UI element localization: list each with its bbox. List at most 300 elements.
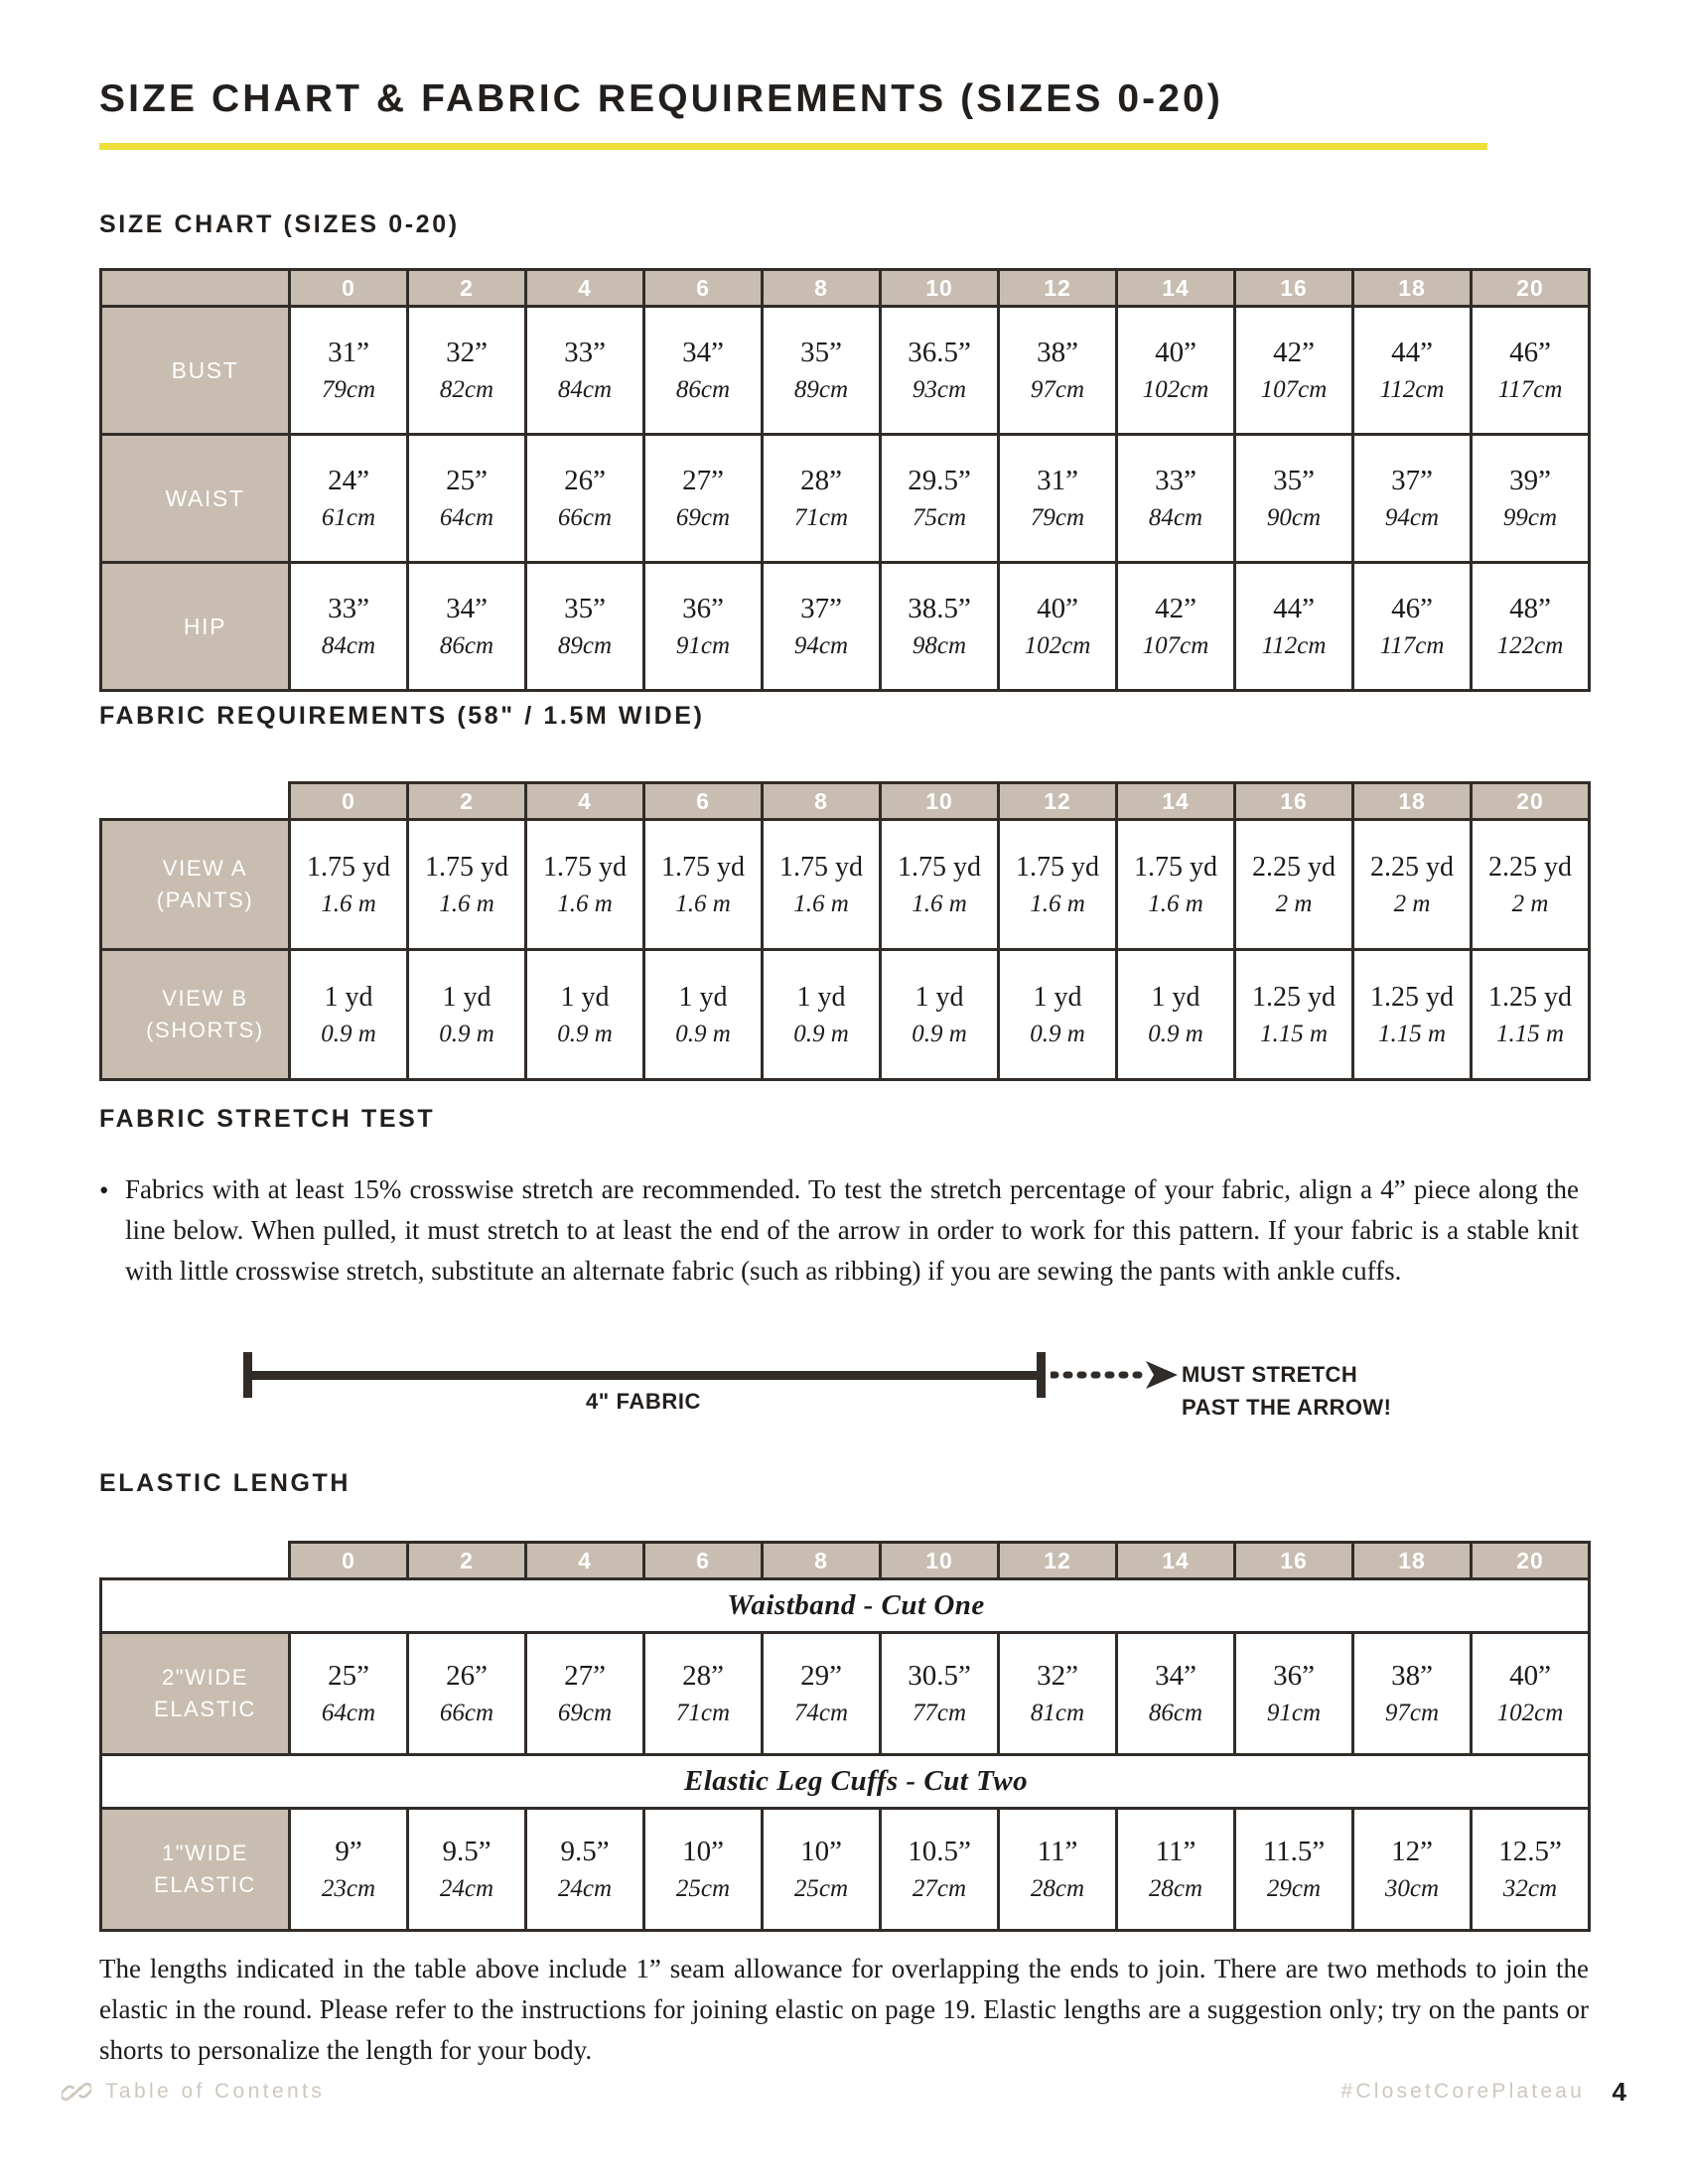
- fabric-requirements-row-label: [101, 820, 290, 950]
- size-chart-header-size: 8: [763, 270, 881, 307]
- value-cm: 107cm: [1260, 376, 1328, 403]
- table-row: [101, 1809, 1590, 1931]
- value-inches: 36.5”: [908, 337, 971, 368]
- value-yards: 2.25 yd: [1252, 851, 1336, 883]
- fabric-requirements-header-size: 20: [1472, 783, 1590, 820]
- value-inches: 46”: [1391, 593, 1433, 624]
- value-cm: 89cm: [557, 632, 613, 659]
- value-inches: 25”: [446, 465, 488, 496]
- size-chart-header-size: 10: [881, 270, 999, 307]
- value-inches: 33”: [328, 593, 369, 624]
- value-inches: 10.5”: [908, 1836, 971, 1867]
- table-cell: [1235, 435, 1353, 563]
- table-cell: [1235, 1809, 1353, 1931]
- value-cm: 30cm: [1384, 1875, 1440, 1902]
- value-yards: 1.25 yd: [1252, 981, 1336, 1013]
- table-cell: [999, 820, 1117, 950]
- table-cell: [1117, 435, 1235, 563]
- table-cell: [763, 820, 881, 950]
- table-cell: [644, 950, 763, 1080]
- table-cell: [1472, 1809, 1590, 1931]
- value-yards: 1 yd: [442, 981, 492, 1013]
- value-yards: 1 yd: [1033, 981, 1082, 1013]
- value-cm: 25cm: [793, 1875, 849, 1902]
- fabric-requirements-header-size: 4: [526, 783, 644, 820]
- table-cell: [526, 820, 644, 950]
- table-cell: [1117, 950, 1235, 1080]
- value-inches: 34”: [1155, 1660, 1196, 1692]
- page-footer: [62, 2077, 1626, 2126]
- table-cell: [408, 307, 526, 435]
- table-cell: [526, 435, 644, 563]
- size-chart-header-size: 6: [644, 270, 763, 307]
- value-inches: 38”: [1391, 1660, 1433, 1692]
- size-chart-header-size: 20: [1472, 270, 1590, 307]
- value-cm: 117cm: [1379, 632, 1445, 659]
- table-cell: [1353, 1633, 1472, 1755]
- value-yards: 1 yd: [678, 981, 728, 1013]
- value-meters: 1.6 m: [321, 889, 376, 917]
- value-meters: 1.15 m: [1495, 1020, 1565, 1047]
- section-heading-elastic-length: ELASTIC LENGTH: [99, 1469, 352, 1497]
- value-inches: 11”: [1037, 1836, 1078, 1867]
- value-cm: 98cm: [912, 632, 967, 659]
- fabric-requirements-row-label: [101, 950, 290, 1080]
- value-cm: 102cm: [1024, 632, 1091, 659]
- value-meters: 1.6 m: [1030, 889, 1085, 917]
- value-meters: 1.6 m: [557, 889, 613, 917]
- value-cm: 79cm: [1030, 504, 1085, 531]
- value-yards: 1 yd: [914, 981, 964, 1013]
- value-meters: 1.6 m: [1148, 889, 1203, 917]
- value-inches: 38.5”: [908, 593, 971, 624]
- table-cell: [290, 950, 408, 1080]
- table-cell: [526, 563, 644, 691]
- value-meters: 1.6 m: [793, 889, 849, 917]
- value-inches: 37”: [1391, 465, 1433, 496]
- value-cm: 69cm: [557, 1700, 613, 1726]
- table-cell: [999, 563, 1117, 691]
- value-meters: 0.9 m: [557, 1020, 613, 1047]
- table-row: [101, 820, 1590, 950]
- elastic-length-header-size: 14: [1117, 1543, 1235, 1579]
- stretch-test-paragraph: Fabrics with at least 15% crosswise stretch are recommended. To test the stretch percentage of your fabric, align a 4” piece along the line below. When pulled, it must stretch to at least the end of the arrow in order to work for this pattern. If your fabric is a stable knit with little crosswise stretch, substitute an alternate fabric (such as ribbing) if you are sewing the pants with ankle cuffs.: [125, 1174, 1579, 1287]
- size-chart-header-size: 4: [526, 270, 644, 307]
- table-cell: [644, 563, 763, 691]
- table-cell: [1117, 1633, 1235, 1755]
- table-cell: [1353, 1809, 1472, 1931]
- row-label-line2: (SHORTS): [146, 1018, 264, 1042]
- size-chart-header-size: 0: [290, 270, 408, 307]
- value-yards: 1.25 yd: [1370, 981, 1454, 1013]
- row-label-line2: ELASTIC: [154, 1872, 256, 1897]
- value-cm: 71cm: [675, 1700, 731, 1726]
- value-yards: 1.75 yd: [898, 851, 981, 883]
- stretch-arrow-note: [1182, 1358, 1391, 1424]
- value-yards: 1.75 yd: [543, 851, 627, 883]
- value-meters: 0.9 m: [1148, 1020, 1203, 1047]
- fabric-requirements-header-size: 8: [763, 783, 881, 820]
- row-label-line2: (PANTS): [156, 887, 254, 912]
- table-cell: [763, 435, 881, 563]
- table-cell: [763, 563, 881, 691]
- value-meters: 1.6 m: [675, 889, 731, 917]
- table-cell: [999, 435, 1117, 563]
- table-subheader-row: [101, 1579, 1590, 1633]
- value-inches: 44”: [1273, 593, 1315, 624]
- elastic-length-header-row: [101, 1543, 1590, 1579]
- fabric-requirements-header-corner: [101, 783, 290, 820]
- size-chart-row-label: BUST: [101, 307, 290, 435]
- stretch-test-bullet: [99, 1169, 1589, 1292]
- elastic-length-note: The lengths indicated in the table above include 1” seam allowance for overlapping the ends to join. There are two methods to join the elastic in the round. Please refer to the instructions for joining elastic on page 19. Elastic lengths are a suggestion only; try on the pants or shorts to personalize the length for your body.: [99, 1954, 1589, 2066]
- size-chart-header-size: 14: [1117, 270, 1235, 307]
- value-cm: 94cm: [793, 632, 849, 659]
- value-meters: 2 m: [1393, 889, 1431, 917]
- page-number: 4: [1612, 2077, 1626, 2107]
- value-meters: 2 m: [1511, 889, 1549, 917]
- fabric-requirements-table: [99, 781, 1591, 1081]
- value-inches: 37”: [800, 593, 842, 624]
- table-row: [101, 307, 1590, 435]
- size-chart-table: [99, 268, 1591, 692]
- value-inches: 31”: [328, 337, 369, 368]
- value-inches: 26”: [446, 1660, 488, 1692]
- value-inches: 28”: [800, 465, 842, 496]
- value-cm: 32cm: [1502, 1875, 1558, 1902]
- value-cm: 112cm: [1261, 632, 1327, 659]
- table-cell: [644, 307, 763, 435]
- value-yards: 1.25 yd: [1488, 981, 1572, 1013]
- value-meters: 1.15 m: [1377, 1020, 1447, 1047]
- value-inches: 46”: [1509, 337, 1551, 368]
- table-cell: [1235, 307, 1353, 435]
- table-cell: [999, 1633, 1117, 1755]
- ruler-label: 4" FABRIC: [585, 1389, 702, 1414]
- value-inches: 42”: [1155, 593, 1196, 624]
- value-cm: 84cm: [321, 632, 376, 659]
- size-chart-header-size: 12: [999, 270, 1117, 307]
- elastic-row-label: [101, 1809, 290, 1931]
- value-cm: 99cm: [1502, 504, 1558, 531]
- value-cm: 27cm: [912, 1875, 967, 1902]
- table-cell: [1117, 820, 1235, 950]
- value-inches: 34”: [446, 593, 488, 624]
- table-cell: [1353, 307, 1472, 435]
- table-cell: [1117, 1809, 1235, 1931]
- table-cell: [1472, 563, 1590, 691]
- value-inches: 28”: [682, 1660, 724, 1692]
- value-meters: 0.9 m: [675, 1020, 731, 1047]
- value-cm: 86cm: [675, 376, 731, 403]
- table-cell: [408, 820, 526, 950]
- row-label-line2: ELASTIC: [154, 1697, 256, 1721]
- fabric-requirements-header-size: 10: [881, 783, 999, 820]
- table-cell: [999, 307, 1117, 435]
- table-cell: [999, 1809, 1117, 1931]
- value-inches: 40”: [1509, 1660, 1551, 1692]
- elastic-length-header-size: 12: [999, 1543, 1117, 1579]
- value-inches: 26”: [564, 465, 606, 496]
- table-cell: [644, 1633, 763, 1755]
- value-inches: 29”: [800, 1660, 842, 1692]
- value-yards: 1 yd: [1151, 981, 1200, 1013]
- value-inches: 27”: [564, 1660, 606, 1692]
- value-inches: 33”: [564, 337, 606, 368]
- elastic-row-label: [101, 1633, 290, 1755]
- value-meters: 1.6 m: [439, 889, 494, 917]
- value-cm: 77cm: [912, 1700, 967, 1726]
- row-label-line1: VIEW A: [162, 856, 248, 882]
- table-row: [101, 950, 1590, 1080]
- table-cell: [999, 950, 1117, 1080]
- arrow-note-line1: MUST STRETCH: [1182, 1362, 1358, 1387]
- table-cell: [881, 435, 999, 563]
- value-cm: 122cm: [1496, 632, 1564, 659]
- elastic-length-header-size: 10: [881, 1543, 999, 1579]
- section-heading-size-chart: SIZE CHART (SIZES 0-20): [99, 210, 460, 238]
- value-cm: 66cm: [439, 1700, 494, 1726]
- table-cell: [290, 307, 408, 435]
- elastic-length-header-size: 4: [526, 1543, 644, 1579]
- value-inches: 32”: [1037, 1660, 1078, 1692]
- table-cell: [1235, 563, 1353, 691]
- table-cell: [408, 1809, 526, 1931]
- table-cell: [526, 307, 644, 435]
- value-yards: 2.25 yd: [1488, 851, 1572, 883]
- value-cm: 24cm: [557, 1875, 613, 1902]
- table-cell: [1353, 820, 1472, 950]
- value-inches: 10”: [800, 1836, 842, 1867]
- table-cell: [408, 563, 526, 691]
- value-inches: 32”: [446, 337, 488, 368]
- table-cell: [526, 1633, 644, 1755]
- table-cell: [408, 950, 526, 1080]
- elastic-length-table: [99, 1541, 1591, 1932]
- value-cm: 97cm: [1030, 376, 1085, 403]
- value-meters: 0.9 m: [793, 1020, 849, 1047]
- table-cell: [408, 435, 526, 563]
- value-inches: 35”: [564, 593, 606, 624]
- table-cell: [881, 1633, 999, 1755]
- table-cell: [1472, 307, 1590, 435]
- value-meters: 0.9 m: [439, 1020, 494, 1047]
- value-yards: 1 yd: [560, 981, 610, 1013]
- table-cell: [763, 1809, 881, 1931]
- value-inches: 34”: [682, 337, 724, 368]
- value-inches: 11.5”: [1262, 1836, 1326, 1867]
- value-cm: 90cm: [1266, 504, 1322, 531]
- table-cell: [526, 1809, 644, 1931]
- elastic-length-header-size: 8: [763, 1543, 881, 1579]
- table-cell: [644, 1809, 763, 1931]
- table-cell: [1472, 950, 1590, 1080]
- dotted-arrow-icon: [1051, 1361, 1180, 1393]
- value-cm: 74cm: [793, 1700, 849, 1726]
- value-inches: 38”: [1037, 337, 1078, 368]
- table-cell: [1117, 307, 1235, 435]
- value-inches: 12.5”: [1498, 1836, 1562, 1867]
- value-meters: 1.6 m: [912, 889, 967, 917]
- value-cm: 81cm: [1030, 1700, 1085, 1726]
- value-cm: 91cm: [1266, 1700, 1322, 1726]
- table-cell: [1472, 435, 1590, 563]
- table-cell: [644, 435, 763, 563]
- table-cell: [881, 820, 999, 950]
- value-inches: 9”: [335, 1836, 362, 1867]
- footer-hashtag: #ClosetCorePlateau: [1340, 2080, 1585, 2103]
- value-inches: 42”: [1273, 337, 1315, 368]
- table-subheader-row: [101, 1755, 1590, 1809]
- value-cm: 69cm: [675, 504, 731, 531]
- stretch-test-diagram: [238, 1345, 1410, 1454]
- value-cm: 84cm: [557, 376, 613, 403]
- page-title: SIZE CHART & FABRIC REQUIREMENTS (SIZES 0-20): [99, 77, 1223, 120]
- value-inches: 35”: [1273, 465, 1315, 496]
- value-cm: 84cm: [1148, 504, 1203, 531]
- fabric-requirements-header-size: 2: [408, 783, 526, 820]
- value-inches: 40”: [1155, 337, 1196, 368]
- table-cell: [1472, 1633, 1590, 1755]
- value-inches: 48”: [1509, 593, 1551, 624]
- table-cell: [290, 435, 408, 563]
- value-cm: 28cm: [1030, 1875, 1085, 1902]
- value-cm: 89cm: [793, 376, 849, 403]
- value-cm: 29cm: [1266, 1875, 1322, 1902]
- arrow-note-line2: PAST THE ARROW!: [1182, 1395, 1392, 1420]
- value-inches: 33”: [1155, 465, 1196, 496]
- value-cm: 28cm: [1148, 1875, 1203, 1902]
- value-meters: 0.9 m: [321, 1020, 376, 1047]
- value-inches: 29.5”: [908, 465, 971, 496]
- link-chain-icon: [62, 2077, 91, 2107]
- table-cell: [1353, 563, 1472, 691]
- value-cm: 61cm: [321, 504, 376, 531]
- row-label-line1: 1"WIDE: [161, 1841, 249, 1866]
- value-cm: 107cm: [1142, 632, 1209, 659]
- value-inches: 44”: [1391, 337, 1433, 368]
- value-cm: 23cm: [321, 1875, 376, 1902]
- table-cell: [1235, 820, 1353, 950]
- elastic-length-header-corner: [101, 1543, 290, 1579]
- value-cm: 75cm: [912, 504, 967, 531]
- table-cell: [763, 950, 881, 1080]
- value-inches: 12”: [1391, 1836, 1433, 1867]
- value-inches: 36”: [1273, 1660, 1315, 1692]
- value-inches: 39”: [1509, 465, 1551, 496]
- fabric-requirements-header-size: 18: [1353, 783, 1472, 820]
- value-cm: 25cm: [675, 1875, 731, 1902]
- table-cell: [1353, 435, 1472, 563]
- value-inches: 35”: [800, 337, 842, 368]
- value-yards: 1.75 yd: [661, 851, 745, 883]
- table-cell: [881, 1809, 999, 1931]
- value-inches: 30.5”: [908, 1660, 971, 1692]
- fabric-requirements-header-size: 6: [644, 783, 763, 820]
- value-yards: 1.75 yd: [1134, 851, 1217, 883]
- page-title-block: [99, 77, 1589, 150]
- value-meters: 0.9 m: [912, 1020, 967, 1047]
- elastic-length-header-size: 0: [290, 1543, 408, 1579]
- table-cell: [408, 1633, 526, 1755]
- size-chart-row-label: HIP: [101, 563, 290, 691]
- table-of-contents-label: Table of Contents: [105, 2080, 326, 2103]
- value-cm: 112cm: [1379, 376, 1445, 403]
- elastic-length-header-size: 6: [644, 1543, 763, 1579]
- size-chart-header-size: 18: [1353, 270, 1472, 307]
- value-cm: 86cm: [1148, 1700, 1203, 1726]
- table-cell: [1353, 950, 1472, 1080]
- table-cell: [290, 1633, 408, 1755]
- fabric-requirements-header-row: [101, 783, 1590, 820]
- value-cm: 71cm: [793, 504, 849, 531]
- value-yards: 1 yd: [324, 981, 373, 1013]
- value-inches: 31”: [1037, 465, 1078, 496]
- fabric-requirements-header-size: 12: [999, 783, 1117, 820]
- elastic-group-subheader: Waistband - Cut One: [101, 1579, 1590, 1633]
- value-inches: 9.5”: [442, 1836, 492, 1867]
- table-cell: [290, 1809, 408, 1931]
- table-cell: [644, 820, 763, 950]
- value-cm: 117cm: [1497, 376, 1563, 403]
- table-row: [101, 1633, 1590, 1755]
- table-row: [101, 435, 1590, 563]
- size-chart-header-size: 16: [1235, 270, 1353, 307]
- fabric-requirements-header-size: 16: [1235, 783, 1353, 820]
- row-label-line1: VIEW B: [162, 986, 248, 1012]
- title-accent-rule: [99, 143, 1487, 150]
- value-yards: 2.25 yd: [1370, 851, 1454, 883]
- table-cell: [881, 307, 999, 435]
- table-row: [101, 563, 1590, 691]
- table-cell: [526, 950, 644, 1080]
- size-chart-header-row: [101, 270, 1590, 307]
- table-of-contents-link[interactable]: [62, 2077, 325, 2107]
- value-inches: 10”: [682, 1836, 724, 1867]
- section-heading-fabric-requirements: FABRIC REQUIREMENTS (58" / 1.5M WIDE): [99, 702, 705, 730]
- table-cell: [881, 950, 999, 1080]
- table-cell: [1235, 950, 1353, 1080]
- elastic-length-header-size: 18: [1353, 1543, 1472, 1579]
- value-cm: 102cm: [1496, 1700, 1564, 1726]
- value-cm: 97cm: [1384, 1700, 1440, 1726]
- value-cm: 64cm: [439, 504, 494, 531]
- elastic-length-header-size: 2: [408, 1543, 526, 1579]
- table-cell: [1117, 563, 1235, 691]
- fabric-requirements-header-size: 0: [290, 783, 408, 820]
- value-cm: 86cm: [439, 632, 494, 659]
- value-yards: 1.75 yd: [779, 851, 863, 883]
- value-inches: 11”: [1155, 1836, 1196, 1867]
- value-yards: 1.75 yd: [425, 851, 508, 883]
- value-yards: 1.75 yd: [307, 851, 390, 883]
- size-chart-header-size: 2: [408, 270, 526, 307]
- bullet-marker: •: [99, 1175, 109, 1205]
- value-inches: 27”: [682, 465, 724, 496]
- value-yards: 1.75 yd: [1016, 851, 1099, 883]
- table-cell: [763, 1633, 881, 1755]
- table-cell: [1235, 1633, 1353, 1755]
- elastic-length-header-size: 16: [1235, 1543, 1353, 1579]
- value-inches: 25”: [328, 1660, 369, 1692]
- table-cell: [763, 307, 881, 435]
- table-cell: [290, 563, 408, 691]
- ruler-bar: [246, 1371, 1041, 1380]
- value-cm: 24cm: [439, 1875, 494, 1902]
- value-inches: 36”: [682, 593, 724, 624]
- elastic-length-header-size: 20: [1472, 1543, 1590, 1579]
- value-cm: 79cm: [321, 376, 376, 403]
